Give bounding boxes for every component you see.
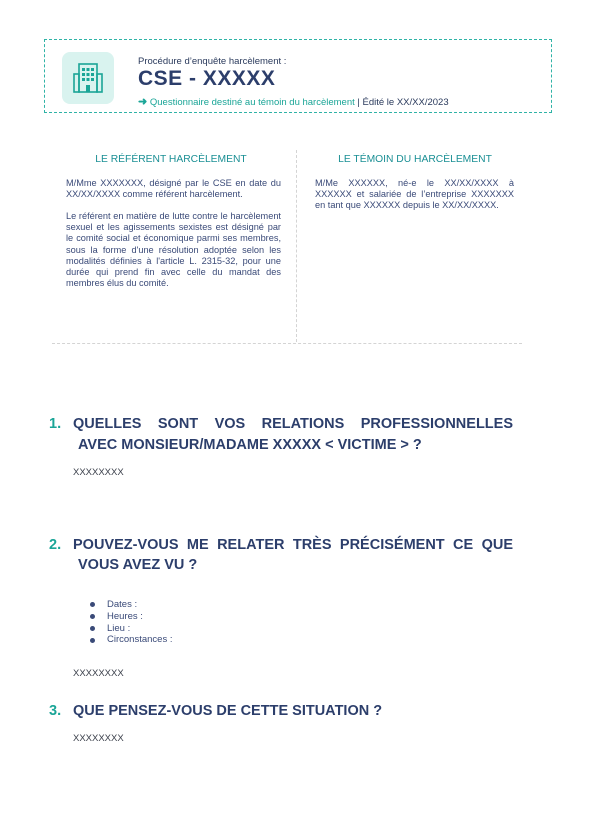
list-item: Lieu :: [90, 623, 172, 635]
question-1-line-2: AVEC MONSIEUR/MADAME XXXXX < VICTIME > ?: [78, 437, 422, 453]
questionnaire-label: Questionnaire destiné au témoin du harcèlement: [149, 97, 355, 108]
question-3-number: 3.: [49, 703, 62, 719]
header-separator: |: [357, 97, 360, 108]
question-1-line-1: QUELLES SONT VOS RELATIONS PROFESSIONNELLES: [73, 416, 513, 432]
question-1-answer: XXXXXXXX: [73, 467, 124, 478]
question-2-line-2: VOUS AVEZ VU ?: [78, 557, 198, 573]
question-3-answer: XXXXXXXX: [73, 733, 124, 744]
question-2-number: 2.: [49, 537, 62, 553]
page-title: CSE - XXXXX: [138, 67, 276, 90]
header-info-line: [138, 95, 449, 108]
temoin-paragraph-1: M/Me XXXXXX, né-e le XX/XX/XXXX à XXXXXX et salariée de l’entreprise XXXXXXX en tant que XXXXXX depuis le XX/XX/XXXX.: [315, 178, 514, 211]
list-item: Dates :: [90, 599, 172, 611]
question-2-answer: XXXXXXXX: [73, 668, 124, 679]
question-2-bullet-list: [90, 599, 172, 646]
referent-paragraph-1: M/Mme XXXXXXX, désigné par le CSE en date du XX/XX/XXXX comme référent harcèlement.: [66, 178, 281, 200]
logo: [62, 52, 114, 104]
question-2-line-1: POUVEZ-VOUS ME RELATER TRÈS PRÉCISÉMENT CE QUE: [73, 537, 513, 553]
list-item: Heures :: [90, 611, 172, 623]
section-divider: [52, 343, 522, 344]
header-subtitle: Procédure d’enquête harcèlement :: [138, 56, 287, 67]
question-1-number: 1.: [49, 416, 62, 432]
referent-heading: LE RÉFÉRENT HARCÈLEMENT: [95, 154, 247, 165]
column-divider: [296, 150, 297, 342]
temoin-heading: LE TÉMOIN DU HARCÈLEMENT: [338, 154, 492, 165]
list-item: Circonstances :: [90, 634, 172, 646]
edit-date: Édité le XX/XX/2023: [362, 97, 449, 108]
arrow-right-icon: ➜: [138, 96, 148, 108]
building-icon: [73, 62, 103, 94]
question-3-line-1: QUE PENSEZ-VOUS DE CETTE SITUATION ?: [73, 703, 383, 719]
referent-paragraph-2: Le référent en matière de lutte contre le harcèlement sexuel et les agissements sexistes est désigné par le comité social et économique parmi ses membres, sous la forme d'une résolution adoptée selon les modalités définies à l'article L. 2315-32, pour une durée qui prend fin avec celle du mandat des membres élus du comité.: [66, 211, 281, 289]
